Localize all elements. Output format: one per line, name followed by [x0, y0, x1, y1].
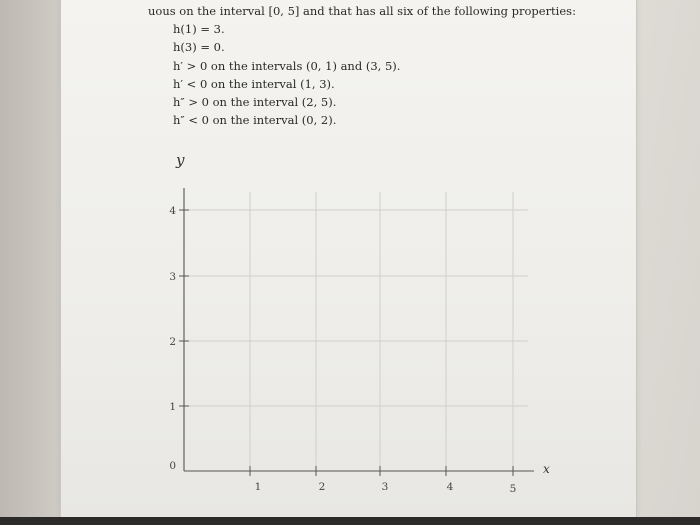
- property-5: h″ > 0 on the interval (2, 5).: [173, 95, 337, 109]
- y-tick-label: 2: [169, 336, 176, 348]
- property-2: h(3) = 0.: [173, 40, 225, 54]
- device-bezel: [0, 517, 700, 525]
- tick-marks: [179, 210, 513, 476]
- x-axis-label: x: [543, 462, 550, 476]
- property-1: h(1) = 3.: [173, 22, 225, 36]
- grid-lines: [184, 192, 528, 470]
- x-tick-label: 2: [318, 481, 326, 493]
- property-4: h′ < 0 on the interval (1, 3).: [173, 77, 335, 91]
- y-tick-labels: [169, 205, 176, 472]
- x-tick-label: 4: [446, 481, 454, 493]
- problem-intro: uous on the interval [0, 5] and that has all six of the following properties:: [148, 4, 576, 18]
- x-tick-label: 5: [509, 483, 517, 495]
- x-tick-label: 3: [381, 481, 389, 493]
- property-6: h″ < 0 on the interval (0, 2).: [173, 113, 337, 127]
- axes: [184, 188, 534, 471]
- y-tick-label: 0: [169, 460, 176, 472]
- x-tick-label: 1: [254, 481, 262, 493]
- x-tick-labels: [255, 481, 517, 495]
- property-3: h′ > 0 on the intervals (0, 1) and (3, 5).: [173, 59, 401, 73]
- y-tick-label: 3: [169, 271, 176, 283]
- y-tick-label: 1: [169, 401, 176, 413]
- y-tick-label: 4: [169, 205, 176, 217]
- y-axis-label: y: [176, 151, 185, 169]
